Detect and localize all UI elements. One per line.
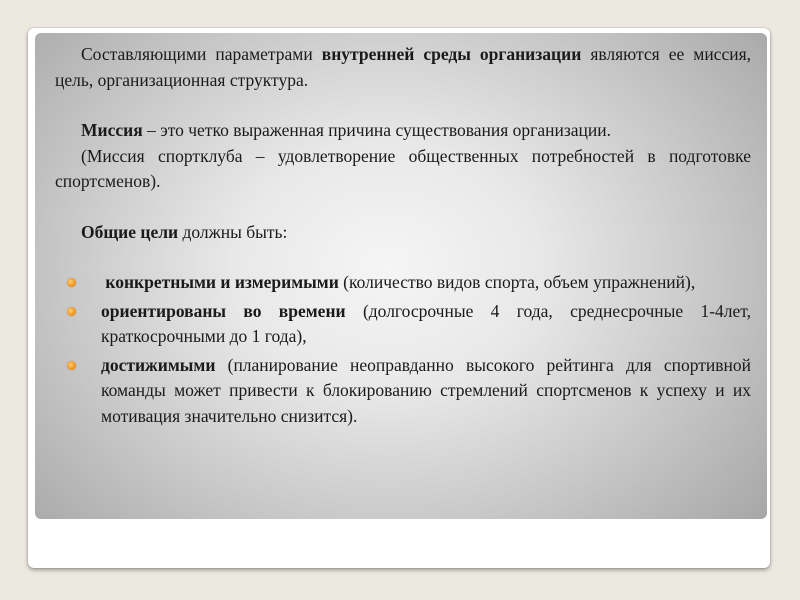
bullet-dot-icon: [67, 361, 76, 370]
bullet-text: (долгосрочные 4 года, среднесрочные 1-4лет, краткосрочными до 1 года),: [101, 300, 751, 346]
list-item: [55, 270, 751, 296]
goals-heading: [55, 220, 751, 246]
bullet-dot-icon: [67, 278, 76, 287]
bullet-bold: ориентированы во времени: [101, 300, 346, 321]
goals-heading-text: должны быть:: [178, 221, 288, 242]
intro-text-2: являются ее миссия, цель, организационная структура.: [55, 44, 752, 90]
intro-bold: внутренней среды организации: [321, 44, 582, 64]
mission-paragraph: [55, 118, 751, 144]
intro-text-1: Составляющими параметрами: [81, 44, 322, 64]
mission-text: – это четко выраженная причина существования организации.: [142, 120, 611, 140]
list-item: [55, 353, 751, 430]
bullet-bold: конкретными и измеримыми: [105, 272, 339, 292]
mission-example: (Миссия спортклуба – удовлетворение общественных потребностей в подготовке спортсменов).: [55, 145, 751, 191]
slide-content: [55, 42, 751, 432]
intro-paragraph: [55, 42, 751, 93]
mission-bold: Миссия: [81, 120, 143, 140]
list-item: [55, 299, 751, 350]
goals-heading-bold: Общие цели: [81, 221, 179, 242]
bullet-text: (планирование неоправданно высокого рейтинга для спортивной команды может привести к блокированию стремлений спортсменов к успеху и их мотивация значительно снизится).: [101, 354, 751, 426]
bullet-dot-icon: [67, 307, 76, 316]
bullet-bold: достижимыми: [101, 354, 216, 375]
bullet-text: (количество видов спорта, объем упражнений),: [338, 272, 696, 292]
goals-list: [55, 270, 751, 429]
